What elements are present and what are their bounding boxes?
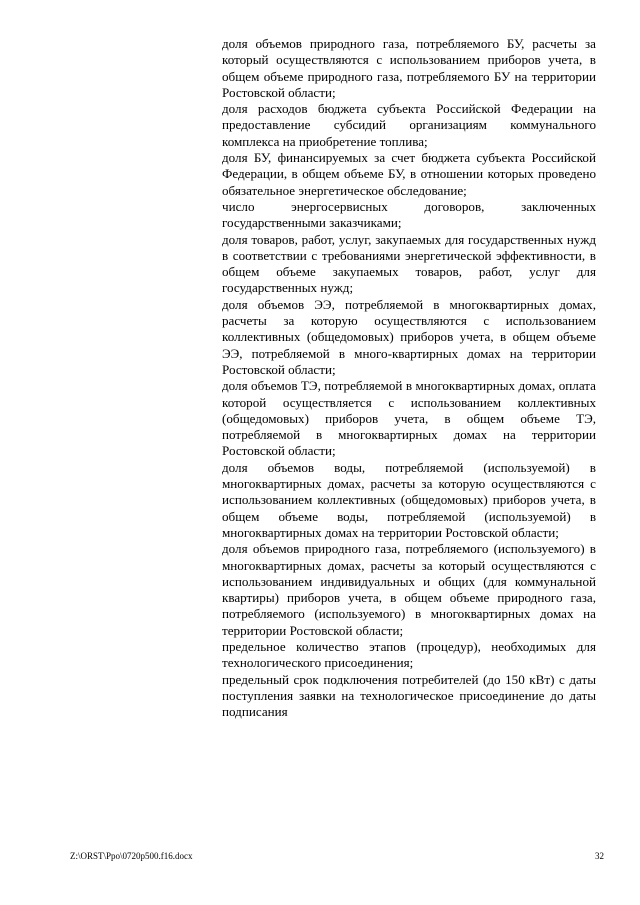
paragraph: число энергосервисных договоров, заключенных государственными заказчиками; — [222, 198, 596, 231]
paragraph: доля БУ, финансируемых за счет бюджета субъекта Российской Федерации, в общем объеме БУ, в отношении которых проведено обязательное энергетическое обследование; — [222, 150, 596, 198]
paragraph: доля объемов природного газа, потребляемого БУ, расчеты за который осуществляются с использованием приборов учета, в общем объеме природного газа, потребляемого БУ на территории Ростовской области; — [222, 36, 596, 100]
paragraph: доля объемов ЭЭ, потребляемой в многоквартирных домах, расчеты за которую осуществляются с использованием коллективных (общедомовых) приборов учета, в общем объеме ЭЭ, потребляемой в много-квартирных домах на территории Ростовской области; — [222, 296, 596, 377]
paragraph: доля расходов бюджета субъекта Российской Федерации на предоставление субсидий организациям коммунального комплекса на приобретение топлива; — [222, 101, 596, 149]
paragraph: доля объемов ТЭ, потребляемой в многоквартирных домах, оплата которой осуществляется с использованием коллективных (общедомовых) приборов учета, в общем объеме ТЭ, потребляемой в многоквартирных домах на территории Ростовской области; — [222, 378, 596, 459]
paragraph: доля объемов природного газа, потребляемого (используемого) в многоквартирных домах, расчеты за который осуществляются с использованием индивидуальных и общих (для коммунальной квартиры) приборов учета, в общем объеме природного газа, потребляемого (используемого) в многоквартирных домах на территории Ростовской области; — [222, 541, 596, 638]
page-number: 32 — [595, 851, 604, 861]
footer-file-path: Z:\ORST\Ppo\0720p500.f16.docx — [70, 851, 193, 861]
paragraph: доля товаров, работ, услуг, закупаемых для государственных нужд в соответствии с требованиями энергетической эффективности, в общем объеме закупаемых товаров, работ, услуг для государственных нужд; — [222, 231, 596, 296]
paragraph: доля объемов воды, потребляемой (используемой) в многоквартирных домах, расчеты за которую осуществляются с использованием коллективных (общедомовых) приборов учета, в общем объеме воды, потребляемой (используемой) в многоквартирных домах на территории Ростовской области; — [222, 459, 596, 540]
paragraph: предельный срок подключения потребителей (до 150 кВт) с даты поступления заявки на технологическое присоединение до даты подписания — [222, 671, 596, 720]
paragraph: предельное количество этапов (процедур), необходимых для технологического присоединения; — [222, 638, 596, 671]
body-text — [222, 36, 596, 720]
